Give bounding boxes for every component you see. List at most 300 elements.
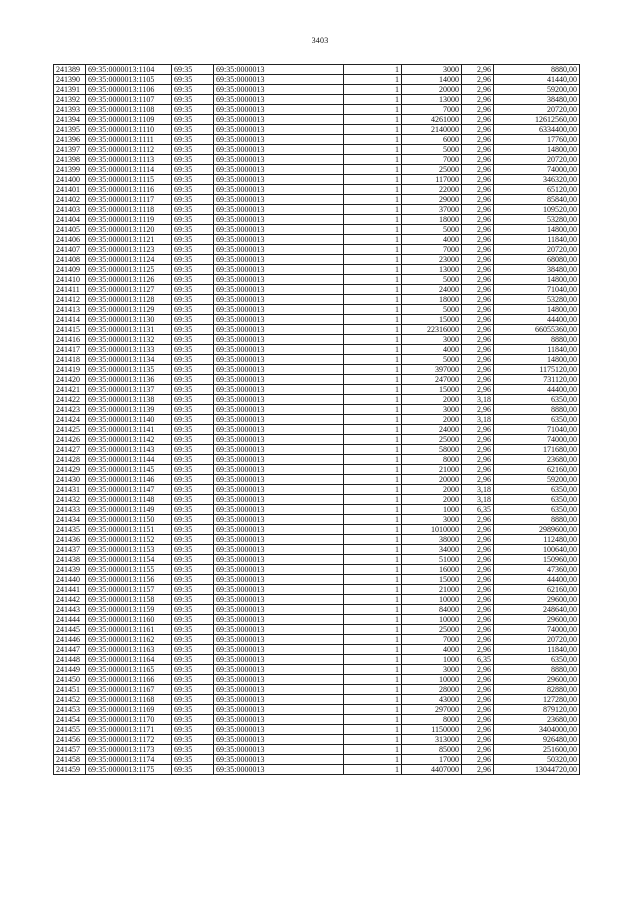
count-cell: 1	[344, 405, 402, 415]
district-code-cell: 69:35	[172, 325, 214, 335]
table-row	[54, 645, 580, 655]
cadastral-value-cell: 248640,00	[494, 605, 580, 615]
table-body	[54, 65, 580, 775]
quarter-code-cell: 69:35:0000013	[214, 725, 344, 735]
cadastral-value-cell: 8880,00	[494, 515, 580, 525]
cadastral-number-cell: 69:35:0000013:1104	[86, 65, 172, 75]
area-cell: 1010000	[402, 525, 462, 535]
area-cell: 21000	[402, 465, 462, 475]
cadastral-value-cell: 66055360,00	[494, 325, 580, 335]
district-code-cell: 69:35	[172, 275, 214, 285]
table-row	[54, 375, 580, 385]
table-row	[54, 395, 580, 405]
district-code-cell: 69:35	[172, 135, 214, 145]
rate-cell: 2,96	[462, 345, 494, 355]
area-cell: 5000	[402, 145, 462, 155]
area-cell: 7000	[402, 635, 462, 645]
table-row	[54, 255, 580, 265]
area-cell: 7000	[402, 105, 462, 115]
area-cell: 5000	[402, 275, 462, 285]
rate-cell: 2,96	[462, 285, 494, 295]
cadastral-number-cell: 69:35:0000013:1151	[86, 525, 172, 535]
cadastral-number-cell: 69:35:0000013:1143	[86, 445, 172, 455]
district-code-cell: 69:35	[172, 75, 214, 85]
district-code-cell: 69:35	[172, 505, 214, 515]
rate-cell: 2,96	[462, 745, 494, 755]
quarter-code-cell: 69:35:0000013	[214, 485, 344, 495]
table-row	[54, 485, 580, 495]
cadastral-value-cell: 127280,00	[494, 695, 580, 705]
count-cell: 1	[344, 355, 402, 365]
cadastral-value-cell: 20720,00	[494, 155, 580, 165]
count-cell: 1	[344, 485, 402, 495]
cadastral-value-cell: 8880,00	[494, 665, 580, 675]
area-cell: 24000	[402, 425, 462, 435]
row-number-cell: 241439	[54, 565, 86, 575]
rate-cell: 2,96	[462, 245, 494, 255]
cadastral-number-cell: 69:35:0000013:1118	[86, 205, 172, 215]
row-number-cell: 241407	[54, 245, 86, 255]
district-code-cell: 69:35	[172, 615, 214, 625]
quarter-code-cell: 69:35:0000013	[214, 335, 344, 345]
quarter-code-cell: 69:35:0000013	[214, 195, 344, 205]
rate-cell: 2,96	[462, 225, 494, 235]
quarter-code-cell: 69:35:0000013	[214, 255, 344, 265]
cadastral-number-cell: 69:35:0000013:1125	[86, 265, 172, 275]
count-cell: 1	[344, 235, 402, 245]
rate-cell: 3,18	[462, 485, 494, 495]
area-cell: 3000	[402, 515, 462, 525]
table-row	[54, 765, 580, 775]
area-cell: 3000	[402, 335, 462, 345]
area-cell: 85000	[402, 745, 462, 755]
area-cell: 28000	[402, 685, 462, 695]
cadastral-number-cell: 69:35:0000013:1119	[86, 215, 172, 225]
quarter-code-cell: 69:35:0000013	[214, 355, 344, 365]
cadastral-value-cell: 74000,00	[494, 435, 580, 445]
district-code-cell: 69:35	[172, 125, 214, 135]
rate-cell: 3,18	[462, 395, 494, 405]
quarter-code-cell: 69:35:0000013	[214, 215, 344, 225]
page-number: 3403	[311, 36, 329, 45]
row-number-cell: 241405	[54, 225, 86, 235]
table-row	[54, 215, 580, 225]
quarter-code-cell: 69:35:0000013	[214, 575, 344, 585]
cadastral-value-cell: 6350,00	[494, 495, 580, 505]
cadastral-value-cell: 1175120,00	[494, 365, 580, 375]
area-cell: 37000	[402, 205, 462, 215]
rate-cell: 2,96	[462, 255, 494, 265]
count-cell: 1	[344, 575, 402, 585]
district-code-cell: 69:35	[172, 645, 214, 655]
area-cell: 13000	[402, 265, 462, 275]
area-cell: 2000	[402, 395, 462, 405]
row-number-cell: 241414	[54, 315, 86, 325]
quarter-code-cell: 69:35:0000013	[214, 155, 344, 165]
count-cell: 1	[344, 105, 402, 115]
table-row	[54, 225, 580, 235]
row-number-cell: 241412	[54, 295, 86, 305]
quarter-code-cell: 69:35:0000013	[214, 515, 344, 525]
cadastral-number-cell: 69:35:0000013:1108	[86, 105, 172, 115]
area-cell: 25000	[402, 165, 462, 175]
table-row	[54, 135, 580, 145]
cadastral-number-cell: 69:35:0000013:1157	[86, 585, 172, 595]
count-cell: 1	[344, 595, 402, 605]
cadastral-value-cell: 50320,00	[494, 755, 580, 765]
table-row	[54, 205, 580, 215]
table-row	[54, 115, 580, 125]
rate-cell: 2,96	[462, 265, 494, 275]
district-code-cell: 69:35	[172, 215, 214, 225]
area-cell: 10000	[402, 615, 462, 625]
row-number-cell: 241442	[54, 595, 86, 605]
cadastral-number-cell: 69:35:0000013:1136	[86, 375, 172, 385]
area-cell: 58000	[402, 445, 462, 455]
row-number-cell: 241406	[54, 235, 86, 245]
row-number-cell: 241435	[54, 525, 86, 535]
district-code-cell: 69:35	[172, 155, 214, 165]
quarter-code-cell: 69:35:0000013	[214, 545, 344, 555]
cadastral-value-cell: 44400,00	[494, 575, 580, 585]
row-number-cell: 241456	[54, 735, 86, 745]
area-cell: 29000	[402, 195, 462, 205]
quarter-code-cell: 69:35:0000013	[214, 715, 344, 725]
table-row	[54, 665, 580, 675]
count-cell: 1	[344, 165, 402, 175]
rate-cell: 2,96	[462, 385, 494, 395]
row-number-cell: 241418	[54, 355, 86, 365]
quarter-code-cell: 69:35:0000013	[214, 265, 344, 275]
rate-cell: 2,96	[462, 295, 494, 305]
table-row	[54, 85, 580, 95]
area-cell: 84000	[402, 605, 462, 615]
table-row	[54, 295, 580, 305]
cadastral-value-cell: 59200,00	[494, 85, 580, 95]
table-row	[54, 735, 580, 745]
cadastral-value-cell: 12612560,00	[494, 115, 580, 125]
district-code-cell: 69:35	[172, 475, 214, 485]
quarter-code-cell: 69:35:0000013	[214, 595, 344, 605]
quarter-code-cell: 69:35:0000013	[214, 585, 344, 595]
quarter-code-cell: 69:35:0000013	[214, 285, 344, 295]
cadastral-value-cell: 82880,00	[494, 685, 580, 695]
area-cell: 2000	[402, 415, 462, 425]
rate-cell: 2,96	[462, 175, 494, 185]
table-row	[54, 275, 580, 285]
district-code-cell: 69:35	[172, 755, 214, 765]
count-cell: 1	[344, 245, 402, 255]
cadastral-value-cell: 20720,00	[494, 105, 580, 115]
district-code-cell: 69:35	[172, 545, 214, 555]
cadastral-number-cell: 69:35:0000013:1107	[86, 95, 172, 105]
district-code-cell: 69:35	[172, 65, 214, 75]
cadastral-number-cell: 69:35:0000013:1172	[86, 735, 172, 745]
rate-cell: 2,96	[462, 435, 494, 445]
row-number-cell: 241410	[54, 275, 86, 285]
rate-cell: 2,96	[462, 725, 494, 735]
count-cell: 1	[344, 295, 402, 305]
count-cell: 1	[344, 755, 402, 765]
area-cell: 3000	[402, 405, 462, 415]
row-number-cell: 241450	[54, 675, 86, 685]
table-row	[54, 315, 580, 325]
count-cell: 1	[344, 145, 402, 155]
cadastral-value-cell: 6350,00	[494, 395, 580, 405]
count-cell: 1	[344, 215, 402, 225]
area-cell: 3000	[402, 65, 462, 75]
cadastral-number-cell: 69:35:0000013:1159	[86, 605, 172, 615]
quarter-code-cell: 69:35:0000013	[214, 175, 344, 185]
count-cell: 1	[344, 325, 402, 335]
rate-cell: 2,96	[462, 105, 494, 115]
row-number-cell: 241452	[54, 695, 86, 705]
table-row	[54, 505, 580, 515]
table-row	[54, 345, 580, 355]
row-number-cell: 241409	[54, 265, 86, 275]
cadastral-number-cell: 69:35:0000013:1147	[86, 485, 172, 495]
district-code-cell: 69:35	[172, 295, 214, 305]
area-cell: 20000	[402, 475, 462, 485]
cadastral-value-cell: 23680,00	[494, 455, 580, 465]
count-cell: 1	[344, 465, 402, 475]
table-row	[54, 325, 580, 335]
cadastral-number-cell: 69:35:0000013:1133	[86, 345, 172, 355]
cadastral-value-cell: 8880,00	[494, 65, 580, 75]
count-cell: 1	[344, 375, 402, 385]
quarter-code-cell: 69:35:0000013	[214, 535, 344, 545]
cadastral-value-cell: 8880,00	[494, 405, 580, 415]
district-code-cell: 69:35	[172, 335, 214, 345]
rate-cell: 2,96	[462, 685, 494, 695]
table-row	[54, 195, 580, 205]
table-row	[54, 625, 580, 635]
area-cell: 7000	[402, 245, 462, 255]
district-code-cell: 69:35	[172, 285, 214, 295]
rate-cell: 2,96	[462, 715, 494, 725]
table-row	[54, 495, 580, 505]
quarter-code-cell: 69:35:0000013	[214, 205, 344, 215]
cadastral-value-cell: 41440,00	[494, 75, 580, 85]
count-cell: 1	[344, 645, 402, 655]
area-cell: 15000	[402, 385, 462, 395]
count-cell: 1	[344, 725, 402, 735]
cadastral-value-cell: 6350,00	[494, 415, 580, 425]
rate-cell: 2,96	[462, 235, 494, 245]
quarter-code-cell: 69:35:0000013	[214, 405, 344, 415]
table-row	[54, 595, 580, 605]
row-number-cell: 241440	[54, 575, 86, 585]
quarter-code-cell: 69:35:0000013	[214, 75, 344, 85]
area-cell: 34000	[402, 545, 462, 555]
quarter-code-cell: 69:35:0000013	[214, 735, 344, 745]
cadastral-number-cell: 69:35:0000013:1139	[86, 405, 172, 415]
cadastral-value-cell: 29600,00	[494, 595, 580, 605]
area-cell: 10000	[402, 675, 462, 685]
cadastral-value-cell: 14800,00	[494, 305, 580, 315]
count-cell: 1	[344, 255, 402, 265]
cadastral-value-cell: 100640,00	[494, 545, 580, 555]
area-cell: 43000	[402, 695, 462, 705]
row-number-cell: 241413	[54, 305, 86, 315]
cadastral-number-cell: 69:35:0000013:1174	[86, 755, 172, 765]
cadastral-value-cell: 6350,00	[494, 655, 580, 665]
row-number-cell: 241411	[54, 285, 86, 295]
row-number-cell: 241453	[54, 705, 86, 715]
table-row	[54, 565, 580, 575]
cadastral-value-cell: 20720,00	[494, 245, 580, 255]
count-cell: 1	[344, 605, 402, 615]
quarter-code-cell: 69:35:0000013	[214, 525, 344, 535]
cadastral-number-cell: 69:35:0000013:1158	[86, 595, 172, 605]
count-cell: 1	[344, 85, 402, 95]
quarter-code-cell: 69:35:0000013	[214, 95, 344, 105]
district-code-cell: 69:35	[172, 535, 214, 545]
district-code-cell: 69:35	[172, 365, 214, 375]
district-code-cell: 69:35	[172, 205, 214, 215]
cadastral-value-cell: 53280,00	[494, 295, 580, 305]
cadastral-number-cell: 69:35:0000013:1156	[86, 575, 172, 585]
count-cell: 1	[344, 75, 402, 85]
table-row	[54, 385, 580, 395]
row-number-cell: 241399	[54, 165, 86, 175]
quarter-code-cell: 69:35:0000013	[214, 325, 344, 335]
rate-cell: 2,96	[462, 325, 494, 335]
district-code-cell: 69:35	[172, 515, 214, 525]
district-code-cell: 69:35	[172, 495, 214, 505]
quarter-code-cell: 69:35:0000013	[214, 395, 344, 405]
quarter-code-cell: 69:35:0000013	[214, 745, 344, 755]
row-number-cell: 241446	[54, 635, 86, 645]
table-row	[54, 635, 580, 645]
cadastral-number-cell: 69:35:0000013:1145	[86, 465, 172, 475]
row-number-cell: 241423	[54, 405, 86, 415]
district-code-cell: 69:35	[172, 435, 214, 445]
quarter-code-cell: 69:35:0000013	[214, 375, 344, 385]
count-cell: 1	[344, 495, 402, 505]
cadastral-value-cell: 731120,00	[494, 375, 580, 385]
district-code-cell: 69:35	[172, 485, 214, 495]
cadastral-number-cell: 69:35:0000013:1164	[86, 655, 172, 665]
cadastral-number-cell: 69:35:0000013:1163	[86, 645, 172, 655]
row-number-cell: 241421	[54, 385, 86, 395]
quarter-code-cell: 69:35:0000013	[214, 125, 344, 135]
count-cell: 1	[344, 565, 402, 575]
count-cell: 1	[344, 285, 402, 295]
cadastral-value-cell: 11840,00	[494, 235, 580, 245]
cadastral-value-cell: 29600,00	[494, 615, 580, 625]
district-code-cell: 69:35	[172, 115, 214, 125]
rate-cell: 2,96	[462, 735, 494, 745]
cadastral-value-cell: 6350,00	[494, 505, 580, 515]
cadastral-number-cell: 69:35:0000013:1132	[86, 335, 172, 345]
row-number-cell: 241395	[54, 125, 86, 135]
area-cell: 5000	[402, 305, 462, 315]
cadastral-number-cell: 69:35:0000013:1117	[86, 195, 172, 205]
table-row	[54, 705, 580, 715]
cadastral-value-cell: 62160,00	[494, 465, 580, 475]
cadastral-number-cell: 69:35:0000013:1167	[86, 685, 172, 695]
quarter-code-cell: 69:35:0000013	[214, 135, 344, 145]
table-row	[54, 655, 580, 665]
quarter-code-cell: 69:35:0000013	[214, 235, 344, 245]
area-cell: 15000	[402, 575, 462, 585]
row-number-cell: 241400	[54, 175, 86, 185]
rate-cell: 6,35	[462, 655, 494, 665]
cadastral-value-cell: 346320,00	[494, 175, 580, 185]
rate-cell: 2,96	[462, 565, 494, 575]
row-number-cell: 241448	[54, 655, 86, 665]
row-number-cell: 241398	[54, 155, 86, 165]
district-code-cell: 69:35	[172, 245, 214, 255]
district-code-cell: 69:35	[172, 395, 214, 405]
cadastral-number-cell: 69:35:0000013:1170	[86, 715, 172, 725]
cadastral-value-cell: 68080,00	[494, 255, 580, 265]
quarter-code-cell: 69:35:0000013	[214, 605, 344, 615]
district-code-cell: 69:35	[172, 445, 214, 455]
district-code-cell: 69:35	[172, 585, 214, 595]
cadastral-number-cell: 69:35:0000013:1121	[86, 235, 172, 245]
area-cell: 22000	[402, 185, 462, 195]
cadastral-value-cell: 150960,00	[494, 555, 580, 565]
rate-cell: 2,96	[462, 615, 494, 625]
row-number-cell: 241422	[54, 395, 86, 405]
area-cell: 5000	[402, 355, 462, 365]
area-cell: 38000	[402, 535, 462, 545]
rate-cell: 2,96	[462, 185, 494, 195]
count-cell: 1	[344, 695, 402, 705]
count-cell: 1	[344, 515, 402, 525]
count-cell: 1	[344, 735, 402, 745]
count-cell: 1	[344, 535, 402, 545]
count-cell: 1	[344, 265, 402, 275]
rate-cell: 2,96	[462, 525, 494, 535]
count-cell: 1	[344, 275, 402, 285]
table-row	[54, 335, 580, 345]
rate-cell: 2,96	[462, 305, 494, 315]
district-code-cell: 69:35	[172, 525, 214, 535]
table-row	[54, 235, 580, 245]
district-code-cell: 69:35	[172, 725, 214, 735]
rate-cell: 2,96	[462, 635, 494, 645]
rate-cell: 3,18	[462, 495, 494, 505]
row-number-cell: 241424	[54, 415, 86, 425]
rate-cell: 2,96	[462, 195, 494, 205]
rate-cell: 2,96	[462, 95, 494, 105]
cadastral-number-cell: 69:35:0000013:1137	[86, 385, 172, 395]
quarter-code-cell: 69:35:0000013	[214, 645, 344, 655]
rate-cell: 2,96	[462, 115, 494, 125]
quarter-code-cell: 69:35:0000013	[214, 505, 344, 515]
rate-cell: 2,96	[462, 545, 494, 555]
table-row	[54, 365, 580, 375]
area-cell: 17000	[402, 755, 462, 765]
cadastral-value-cell: 14800,00	[494, 275, 580, 285]
row-number-cell: 241426	[54, 435, 86, 445]
cadastral-number-cell: 69:35:0000013:1127	[86, 285, 172, 295]
count-cell: 1	[344, 225, 402, 235]
table-row	[54, 65, 580, 75]
cadastral-value-cell: 17760,00	[494, 135, 580, 145]
district-code-cell: 69:35	[172, 145, 214, 155]
rate-cell: 2,96	[462, 145, 494, 155]
row-number-cell: 241444	[54, 615, 86, 625]
table-row	[54, 605, 580, 615]
count-cell: 1	[344, 455, 402, 465]
quarter-code-cell: 69:35:0000013	[214, 765, 344, 775]
cadastral-number-cell: 69:35:0000013:1149	[86, 505, 172, 515]
cadastral-number-cell: 69:35:0000013:1111	[86, 135, 172, 145]
